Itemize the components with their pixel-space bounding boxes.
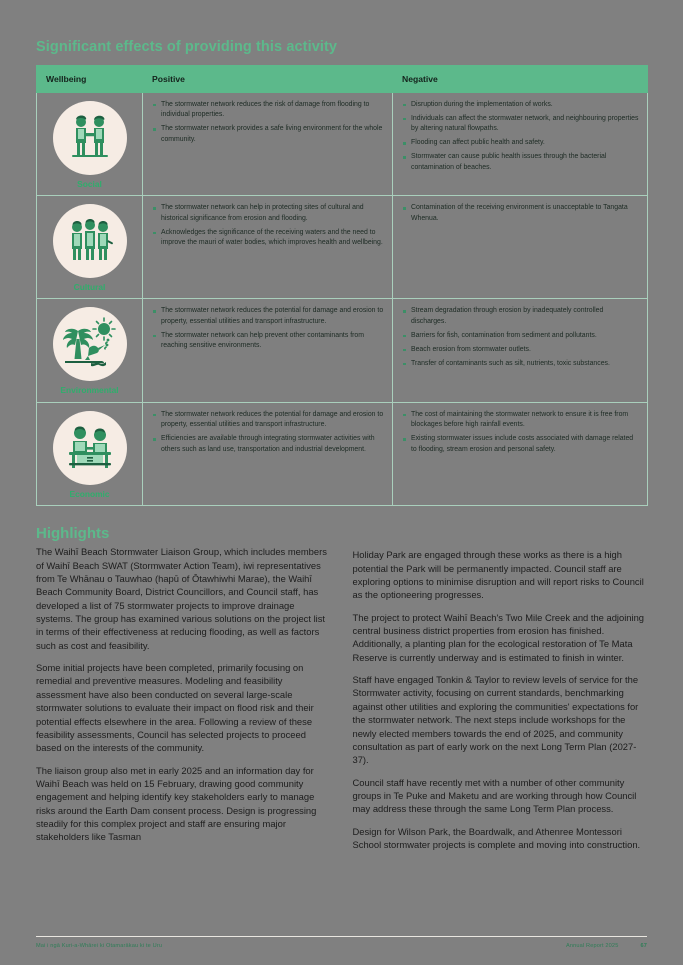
footer-tagline: Mai i ngā Kuri-a-Whārei ki Otamarākau ki te Uru bbox=[36, 943, 163, 949]
significant-effects-table bbox=[36, 65, 648, 506]
paragraph: Council staff have recently met with a number of other community groups in Te Puke and Maketu and are working through how Council may address these through the same Long Term Plan process. bbox=[352, 776, 637, 815]
negative-bullet-list bbox=[403, 306, 639, 369]
column-header-wellbeing: Wellbeing bbox=[37, 65, 143, 92]
list-item: Barriers for fish, contamination from sediment and pollutants. bbox=[403, 331, 639, 341]
paragraph: The Waihī Beach Stormwater Liaison Group, which includes members of Waihī Beach SWAT (Stormwater Action Team), iwi representatives from Te Whānau o Tauwhao (hapū of Ōtawhiwhi Marae), the Waihī Beach Community Board, District Councillors, and Council staff, has developed a list of 75 stormwater projects to improve drainage systems. The group has examined various solutions on the project list in terms of their effectiveness at reducing flooding, as well as factors such as cost and feasibility. bbox=[36, 546, 327, 651]
highlights-section bbox=[36, 545, 647, 851]
list-item: Transfer of contaminants such as silt, nutrients, toxic substances. bbox=[403, 359, 639, 369]
wellbeing-label: Cultural bbox=[73, 282, 106, 293]
table-row bbox=[37, 299, 648, 402]
positive-cell-economic bbox=[143, 402, 393, 505]
list-item: Flooding can affect public health and safety. bbox=[403, 138, 639, 148]
list-item: The stormwater network reduces the potential for damage and erosion to property, essential utilities and transport infrastructure. bbox=[153, 410, 384, 431]
wellbeing-cell-economic bbox=[37, 402, 143, 505]
footer-right-group bbox=[566, 943, 647, 949]
footer-report-label: Annual Report 2025 bbox=[566, 943, 619, 949]
wellbeing-label: Environmental bbox=[60, 385, 119, 396]
list-item: Individuals can affect the stormwater network, and neighbouring properties by altering natural flowpaths. bbox=[403, 114, 639, 135]
negative-cell-environmental bbox=[393, 299, 648, 402]
footer-row bbox=[36, 943, 647, 949]
table-row bbox=[37, 92, 648, 195]
positive-bullet-list bbox=[153, 410, 384, 455]
positive-cell-cultural bbox=[143, 196, 393, 299]
list-item: Contamination of the receiving environment is unacceptable to Tangata Whenua. bbox=[403, 203, 639, 224]
table-row bbox=[37, 402, 648, 505]
three-people-group-icon bbox=[53, 204, 127, 278]
highlights-right-column bbox=[353, 545, 648, 851]
table-row bbox=[37, 196, 648, 299]
paragraph: Holiday Park are engaged through these works as there is a high potential the Park will be permanently impacted. Council staff are exploring options to minimise disruption and will report risks to Council as the optioneering progresses. bbox=[352, 549, 644, 601]
footer-divider bbox=[36, 936, 647, 937]
tree-sun-bird-icon bbox=[53, 307, 127, 381]
list-item: The stormwater network can help prevent other contaminants from reaching sensitive environments. bbox=[153, 331, 384, 352]
highlights-left-column bbox=[36, 545, 331, 851]
positive-bullet-list bbox=[153, 306, 384, 351]
list-item: Acknowledges the significance of the receiving waters and the need to improve the mauri of water bodies, which improves health and wellbeing. bbox=[153, 228, 384, 249]
page-footer bbox=[36, 936, 647, 949]
negative-bullet-list bbox=[403, 100, 639, 173]
two-people-handshake-icon bbox=[53, 101, 127, 175]
list-item: The stormwater network can help in protecting sites of cultural and historical significance from erosion and flooding. bbox=[153, 203, 384, 224]
paragraph: The project to protect Waihī Beach's Two Mile Creek and the adjoining central business district properties from erosion has finished. Additionally, a planting plan for the ecological restoration of Te Mata Reserve is currently underway and is estimated to finish in winter. bbox=[352, 611, 645, 663]
list-item: Beach erosion from stormwater outlets. bbox=[403, 345, 639, 355]
positive-cell-environmental bbox=[143, 299, 393, 402]
wellbeing-label: Economic bbox=[69, 488, 110, 499]
list-item: The stormwater network provides a safe living environment for the whole community. bbox=[153, 124, 384, 145]
wellbeing-cell-environmental bbox=[37, 299, 143, 402]
highlights-title: Highlights bbox=[36, 524, 110, 542]
paragraph: Staff have engaged Tonkin & Taylor to review levels of service for the Stormwater activity, focusing on current standards, benchmarking against other utilities and exploring the communities' expectations for the stormwater network. The next steps include workshops for the newly elected members towards the end of 2025, and community consultation as part of early work on the next Long Term Plan (2027-37). bbox=[352, 674, 639, 766]
column-header-negative: Negative bbox=[393, 65, 648, 92]
negative-cell-social bbox=[393, 92, 648, 195]
section-title: Significant effects of providing this activity bbox=[36, 39, 338, 55]
list-item: Disruption during the implementation of works. bbox=[403, 100, 639, 110]
list-item: Stream degradation through erosion by inadequately controlled discharges. bbox=[403, 306, 639, 327]
wellbeing-label: Social bbox=[77, 178, 102, 189]
wellbeing-cell-social bbox=[37, 92, 143, 195]
list-item: The cost of maintaining the stormwater network to ensure it is free from blockages before high rainfall events. bbox=[403, 410, 639, 431]
list-item: Efficiencies are available through integrating stormwater activities with others such as land use, transportation and industrial development. bbox=[153, 434, 384, 455]
wellbeing-cell-cultural bbox=[37, 196, 143, 299]
list-item: Stormwater can cause public health issues through the bacterial contamination of beaches. bbox=[403, 152, 639, 173]
table-header-row bbox=[37, 65, 648, 92]
paragraph: Design for Wilson Park, the Boardwalk, and Athenree Montessori School stormwater projects is complete and moving into construction. bbox=[352, 825, 641, 850]
list-item: The stormwater network reduces the potential for damage and erosion to property, essential utilities and transport infrastructure. bbox=[153, 306, 384, 327]
two-people-desk-icon bbox=[53, 411, 127, 485]
negative-bullet-list bbox=[403, 410, 639, 455]
column-header-positive: Positive bbox=[143, 65, 393, 92]
negative-cell-cultural bbox=[393, 196, 648, 299]
negative-bullet-list bbox=[403, 203, 639, 224]
positive-bullet-list bbox=[153, 100, 384, 145]
list-item: Existing stormwater issues include costs associated with damage related to flooding, stream erosion and personal safety. bbox=[403, 434, 639, 455]
paragraph: Some initial projects have been completed, primarily focusing on remedial and preventive measures. Modeling and feasibility assessment have also been conducted on several large-scale stormwater solutions to evaluate their impact on flood risk and their potential effects elsewhere in the area. Following a review of these feasibility assessments, Council has selected projects to proceed based on the interests of the community. bbox=[36, 662, 314, 754]
page-number: 67 bbox=[640, 943, 647, 949]
negative-cell-economic bbox=[393, 402, 648, 505]
paragraph: The liaison group also met in early 2025 and an information day for Waihī Beach was held on 15 February, drawing good community engagement and helping identify key stakeholders early to manage risks around the Earth Dam consent process. Design is progressing steadily for this complex project and staff are ensuring major stakeholders like Tasman bbox=[36, 764, 317, 843]
positive-bullet-list bbox=[153, 203, 384, 248]
list-item: The stormwater network reduces the risk of damage from flooding to individual properties. bbox=[153, 100, 384, 121]
positive-cell-social bbox=[143, 92, 393, 195]
